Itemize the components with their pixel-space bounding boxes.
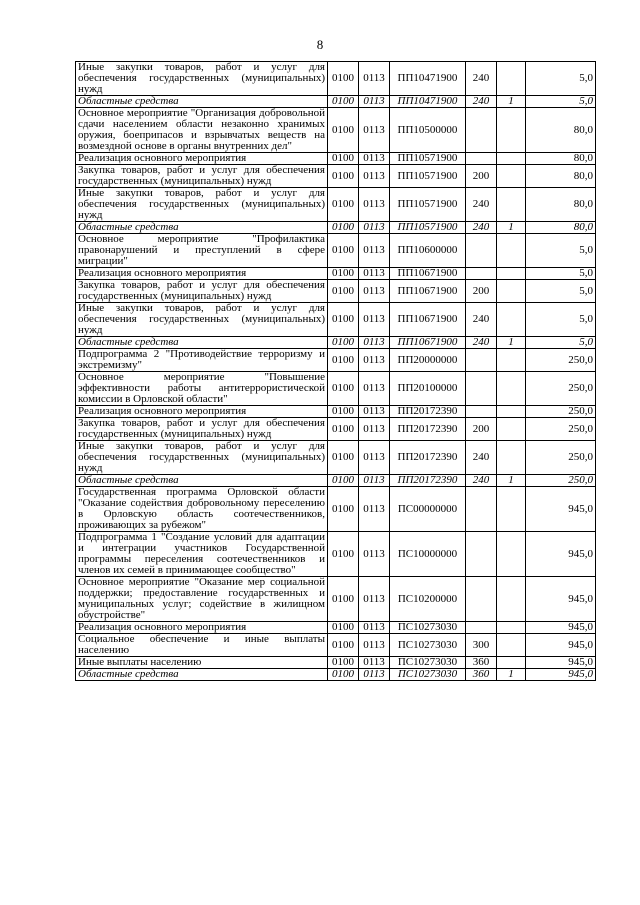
expense-type-code: 200	[466, 418, 497, 441]
section-code: 0100	[328, 532, 359, 577]
row-name: Закупка товаров, работ и услуг для обеспечения государственных (муниципальных) нужд	[76, 280, 328, 303]
funding-source	[497, 634, 526, 657]
table-row	[76, 441, 596, 475]
funding-source	[497, 349, 526, 372]
section-code: 0100	[328, 96, 359, 108]
expense-type-code	[466, 108, 497, 153]
target-article-code: ПП10571900	[390, 222, 466, 234]
expense-type-code: 240	[466, 62, 497, 96]
table-row	[76, 475, 596, 487]
section-code: 0100	[328, 349, 359, 372]
amount: 5,0	[526, 280, 596, 303]
subsection-code: 0113	[359, 372, 390, 406]
table-row	[76, 418, 596, 441]
section-code: 0100	[328, 634, 359, 657]
expense-type-code	[466, 349, 497, 372]
expense-type-code	[466, 268, 497, 280]
subsection-code: 0113	[359, 669, 390, 681]
target-article-code: ПП10471900	[390, 62, 466, 96]
section-code: 0100	[328, 372, 359, 406]
row-name: Социальное обеспечение и иные выплаты населению	[76, 634, 328, 657]
row-name: Иные выплаты населению	[76, 657, 328, 669]
row-name: Иные закупки товаров, работ и услуг для обеспечения государственных (муниципальных) нужд	[76, 303, 328, 337]
subsection-code: 0113	[359, 153, 390, 165]
table-row	[76, 303, 596, 337]
expense-type-code	[466, 234, 497, 268]
target-article-code: ПС10273030	[390, 657, 466, 669]
funding-source	[497, 280, 526, 303]
subsection-code: 0113	[359, 303, 390, 337]
funding-source: 1	[497, 475, 526, 487]
row-name: Иные закупки товаров, работ и услуг для обеспечения государственных (муниципальных) нужд	[76, 441, 328, 475]
page-number: 8	[316, 37, 324, 52]
section-code: 0100	[328, 268, 359, 280]
funding-source	[497, 418, 526, 441]
amount: 945,0	[526, 577, 596, 622]
table-row	[76, 188, 596, 222]
expense-type-code: 360	[466, 657, 497, 669]
subsection-code: 0113	[359, 349, 390, 372]
section-code: 0100	[328, 577, 359, 622]
row-name: Иные закупки товаров, работ и услуг для обеспечения государственных (муниципальных) нужд	[76, 188, 328, 222]
expense-type-code	[466, 622, 497, 634]
section-code: 0100	[328, 337, 359, 349]
funding-source	[497, 657, 526, 669]
row-name: Реализация основного мероприятия	[76, 622, 328, 634]
expense-type-code: 240	[466, 222, 497, 234]
funding-source	[497, 165, 526, 188]
target-article-code: ПП10571900	[390, 165, 466, 188]
row-name: Областные средства	[76, 669, 328, 681]
amount: 80,0	[526, 165, 596, 188]
amount: 80,0	[526, 153, 596, 165]
target-article-code: ПП10671900	[390, 337, 466, 349]
row-name: Основное мероприятие "Организация добровольной сдачи населением области незаконно хранимых оружия, боеприпасов и взрывчатых веществ на возмездной основе в органы внутренних дел"	[76, 108, 328, 153]
funding-source	[497, 487, 526, 532]
row-name: Реализация основного мероприятия	[76, 268, 328, 280]
subsection-code: 0113	[359, 62, 390, 96]
subsection-code: 0113	[359, 337, 390, 349]
target-article-code: ПП20172390	[390, 406, 466, 418]
amount: 250,0	[526, 406, 596, 418]
target-article-code: ПС10000000	[390, 532, 466, 577]
table-body	[76, 62, 596, 681]
expense-type-code	[466, 487, 497, 532]
subsection-code: 0113	[359, 657, 390, 669]
table-row	[76, 234, 596, 268]
expense-type-code: 360	[466, 669, 497, 681]
target-article-code: ПП10500000	[390, 108, 466, 153]
subsection-code: 0113	[359, 406, 390, 418]
target-article-code: ПП10571900	[390, 188, 466, 222]
target-article-code: ПП10600000	[390, 234, 466, 268]
funding-source	[497, 577, 526, 622]
row-name: Реализация основного мероприятия	[76, 153, 328, 165]
table-row	[76, 622, 596, 634]
row-name: Подпрограмма 1 "Создание условий для адаптации и интеграции участников Государственной программы переселения соотечественников и членов их семей в принимающее сообщество"	[76, 532, 328, 577]
subsection-code: 0113	[359, 441, 390, 475]
target-article-code: ПП10671900	[390, 303, 466, 337]
funding-source: 1	[497, 337, 526, 349]
target-article-code: ПС10200000	[390, 577, 466, 622]
amount: 250,0	[526, 441, 596, 475]
amount: 80,0	[526, 108, 596, 153]
row-name: Областные средства	[76, 96, 328, 108]
table-row	[76, 108, 596, 153]
funding-source	[497, 108, 526, 153]
target-article-code: ПП10671900	[390, 268, 466, 280]
expense-type-code	[466, 372, 497, 406]
expense-type-code: 240	[466, 337, 497, 349]
amount: 250,0	[526, 475, 596, 487]
subsection-code: 0113	[359, 268, 390, 280]
table-row	[76, 349, 596, 372]
funding-source	[497, 268, 526, 280]
amount: 5,0	[526, 62, 596, 96]
target-article-code: ПП10571900	[390, 153, 466, 165]
expense-type-code: 240	[466, 303, 497, 337]
section-code: 0100	[328, 153, 359, 165]
funding-source	[497, 153, 526, 165]
expense-type-code	[466, 532, 497, 577]
row-name: Реализация основного мероприятия	[76, 406, 328, 418]
row-name: Закупка товаров, работ и услуг для обеспечения государственных (муниципальных) нужд	[76, 165, 328, 188]
subsection-code: 0113	[359, 188, 390, 222]
expense-type-code: 200	[466, 280, 497, 303]
funding-source	[497, 406, 526, 418]
target-article-code: ПП20172390	[390, 475, 466, 487]
funding-source: 1	[497, 222, 526, 234]
section-code: 0100	[328, 165, 359, 188]
subsection-code: 0113	[359, 532, 390, 577]
budget-table	[75, 61, 596, 681]
subsection-code: 0113	[359, 165, 390, 188]
funding-source	[497, 303, 526, 337]
amount: 80,0	[526, 188, 596, 222]
row-name: Государственная программа Орловской области "Оказание содействия добровольному переселению в Орловскую область соотечественников, проживающих за рубежом"	[76, 487, 328, 532]
subsection-code: 0113	[359, 108, 390, 153]
table-row	[76, 337, 596, 349]
row-name: Основное мероприятие "Оказание мер социальной поддержки; предоставление государственных и муниципальных услуг; содействие в жилищном обустройстве"	[76, 577, 328, 622]
amount: 5,0	[526, 96, 596, 108]
expense-type-code	[466, 577, 497, 622]
section-code: 0100	[328, 108, 359, 153]
table-row	[76, 96, 596, 108]
amount: 945,0	[526, 532, 596, 577]
subsection-code: 0113	[359, 96, 390, 108]
table-row	[76, 372, 596, 406]
section-code: 0100	[328, 222, 359, 234]
subsection-code: 0113	[359, 280, 390, 303]
amount: 945,0	[526, 669, 596, 681]
amount: 250,0	[526, 372, 596, 406]
target-article-code: ПП20172390	[390, 418, 466, 441]
section-code: 0100	[328, 669, 359, 681]
section-code: 0100	[328, 487, 359, 532]
amount: 945,0	[526, 634, 596, 657]
table-row	[76, 268, 596, 280]
row-name: Иные закупки товаров, работ и услуг для обеспечения государственных (муниципальных) нужд	[76, 62, 328, 96]
amount: 945,0	[526, 657, 596, 669]
table-row	[76, 406, 596, 418]
amount: 5,0	[526, 234, 596, 268]
subsection-code: 0113	[359, 234, 390, 268]
table-row	[76, 222, 596, 234]
amount: 250,0	[526, 349, 596, 372]
funding-source	[497, 188, 526, 222]
target-article-code: ПП10471900	[390, 96, 466, 108]
expense-type-code: 240	[466, 441, 497, 475]
target-article-code: ПС00000000	[390, 487, 466, 532]
target-article-code: ПП20000000	[390, 349, 466, 372]
section-code: 0100	[328, 62, 359, 96]
section-code: 0100	[328, 280, 359, 303]
section-code: 0100	[328, 188, 359, 222]
row-name: Основное мероприятие "Профилактика правонарушений и преступлений в сфере миграции"	[76, 234, 328, 268]
expense-type-code: 240	[466, 475, 497, 487]
table-row	[76, 165, 596, 188]
section-code: 0100	[328, 441, 359, 475]
target-article-code: ПП20100000	[390, 372, 466, 406]
row-name: Закупка товаров, работ и услуг для обеспечения государственных (муниципальных) нужд	[76, 418, 328, 441]
expense-type-code: 200	[466, 165, 497, 188]
funding-source	[497, 441, 526, 475]
table-row	[76, 577, 596, 622]
section-code: 0100	[328, 622, 359, 634]
subsection-code: 0113	[359, 577, 390, 622]
funding-source	[497, 532, 526, 577]
subsection-code: 0113	[359, 222, 390, 234]
amount: 945,0	[526, 487, 596, 532]
table-row	[76, 62, 596, 96]
target-article-code: ПП10671900	[390, 280, 466, 303]
target-article-code: ПС10273030	[390, 634, 466, 657]
section-code: 0100	[328, 303, 359, 337]
subsection-code: 0113	[359, 634, 390, 657]
expense-type-code: 300	[466, 634, 497, 657]
expense-type-code: 240	[466, 96, 497, 108]
funding-source	[497, 622, 526, 634]
table-row	[76, 532, 596, 577]
target-article-code: ПС10273030	[390, 669, 466, 681]
funding-source	[497, 372, 526, 406]
expense-type-code	[466, 153, 497, 165]
row-name: Подпрограмма 2 "Противодействие терроризму и экстремизму"	[76, 349, 328, 372]
row-name: Основное мероприятие "Повышение эффективности работы антитеррористической комиссии в Орловской области"	[76, 372, 328, 406]
table-row	[76, 280, 596, 303]
amount: 5,0	[526, 268, 596, 280]
table-row	[76, 657, 596, 669]
funding-source	[497, 234, 526, 268]
section-code: 0100	[328, 234, 359, 268]
row-name: Областные средства	[76, 475, 328, 487]
expense-type-code	[466, 406, 497, 418]
subsection-code: 0113	[359, 418, 390, 441]
funding-source	[497, 62, 526, 96]
amount: 80,0	[526, 222, 596, 234]
row-name: Областные средства	[76, 222, 328, 234]
target-article-code: ПП20172390	[390, 441, 466, 475]
amount: 945,0	[526, 622, 596, 634]
section-code: 0100	[328, 406, 359, 418]
expense-type-code: 240	[466, 188, 497, 222]
target-article-code: ПС10273030	[390, 622, 466, 634]
section-code: 0100	[328, 418, 359, 441]
table-row	[76, 669, 596, 681]
amount: 5,0	[526, 337, 596, 349]
section-code: 0100	[328, 657, 359, 669]
table-row	[76, 153, 596, 165]
subsection-code: 0113	[359, 487, 390, 532]
row-name: Областные средства	[76, 337, 328, 349]
funding-source: 1	[497, 96, 526, 108]
section-code: 0100	[328, 475, 359, 487]
amount: 5,0	[526, 303, 596, 337]
funding-source: 1	[497, 669, 526, 681]
subsection-code: 0113	[359, 475, 390, 487]
table-row	[76, 634, 596, 657]
subsection-code: 0113	[359, 622, 390, 634]
amount: 250,0	[526, 418, 596, 441]
table-row	[76, 487, 596, 532]
